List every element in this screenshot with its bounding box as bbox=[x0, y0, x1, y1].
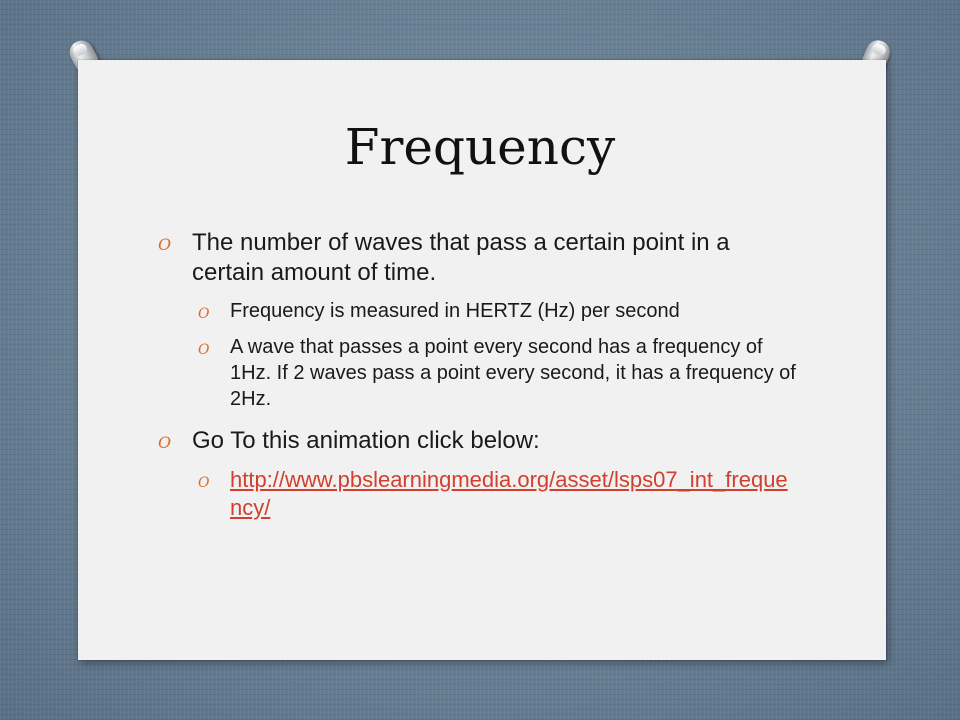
sub-bullet-1-2 bbox=[158, 334, 798, 412]
sub-bullet-1-1 bbox=[158, 298, 798, 324]
bullet-1 bbox=[158, 228, 798, 288]
sub-bullet-1-1-text: Frequency is measured in HERTZ (Hz) per second bbox=[230, 300, 680, 322]
bullet-marker-icon: O bbox=[158, 235, 172, 254]
sub-bullet-1-2-text: A wave that passes a point every second has a frequency of 1Hz. If 2 waves pass a point every second, it has a frequency of 2Hz. bbox=[230, 336, 796, 410]
bullet-marker-icon: O bbox=[158, 433, 172, 452]
bullet-1-text: The number of waves that pass a certain point in a certain amount of time. bbox=[192, 229, 730, 286]
sub-bullet-2-1 bbox=[158, 466, 798, 522]
bullet-marker-icon: O bbox=[198, 342, 210, 358]
slide-title: Frequency bbox=[344, 118, 616, 176]
bullet-2 bbox=[158, 426, 798, 456]
bullet-2-text: Go To this animation click below: bbox=[192, 427, 540, 454]
animation-link[interactable]: http://www.pbslearningmedia.org/asset/lsps07_int_frequency/ bbox=[230, 467, 788, 520]
slide-content bbox=[158, 228, 798, 532]
bullet-marker-icon: O bbox=[198, 475, 210, 491]
bullet-marker-icon: O bbox=[198, 306, 210, 322]
